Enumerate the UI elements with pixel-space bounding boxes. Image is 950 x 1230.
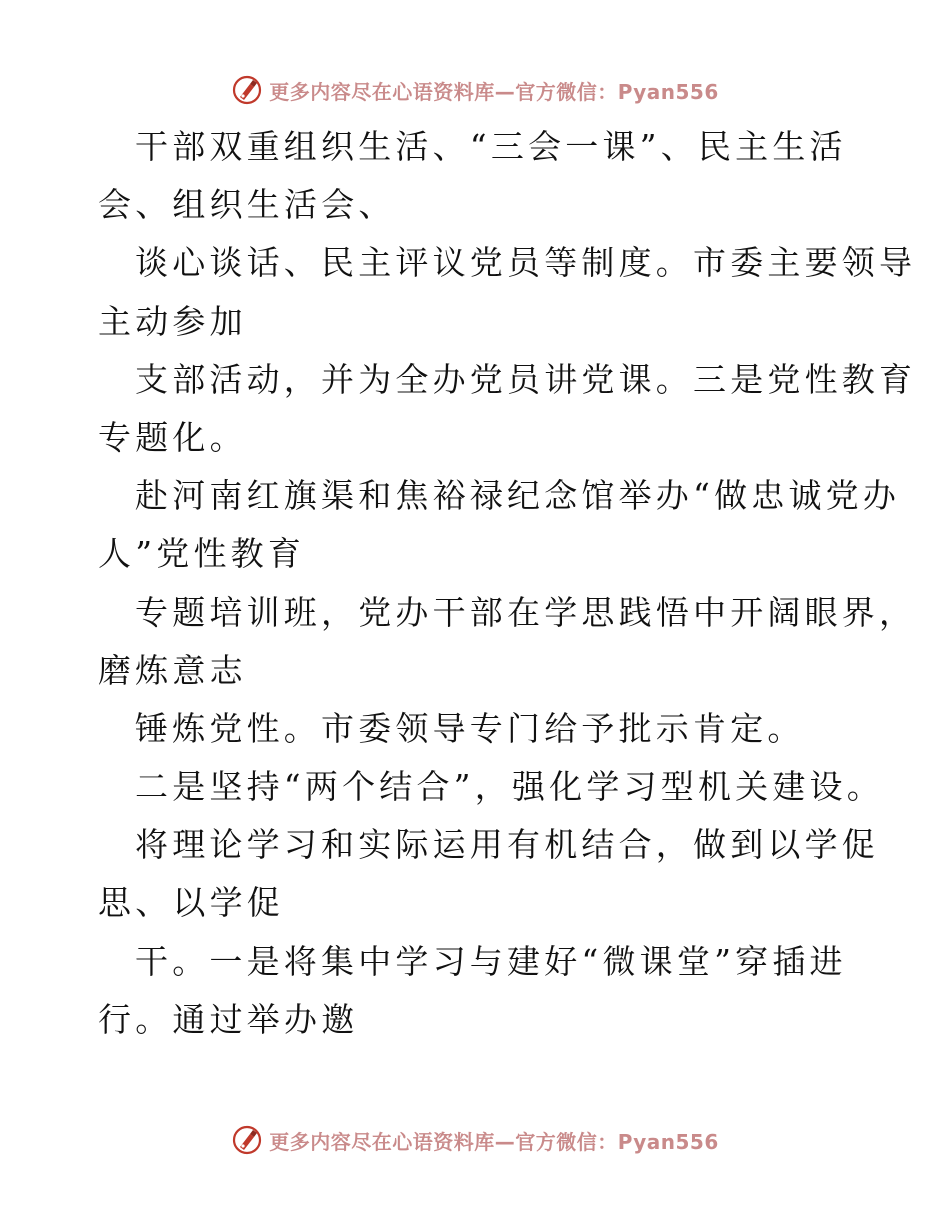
pen-nib-logo-icon: [231, 74, 263, 106]
body-line: 主动参加: [98, 301, 247, 341]
body-line: 支部活动，并为全办党员讲党课。三是党性教育: [135, 359, 917, 399]
body-line: 人”党性教育: [98, 534, 306, 574]
header-banner: [0, 70, 950, 110]
body-line: 赴河南红旗渠和焦裕禄纪念馆举办“做忠诚党办: [135, 476, 901, 516]
body-line: 将理论学习和实际运用有机结合，做到以学促: [135, 825, 879, 865]
body-line: 锤炼党性。市委领导专门给予批示肯定。: [135, 708, 805, 748]
body-line: 谈心谈话、民主评议党员等制度。市委主要领导: [135, 243, 917, 283]
document-body: [98, 118, 917, 1049]
body-line: 思、以学促: [98, 883, 284, 923]
body-line: 磨炼意志: [98, 650, 247, 690]
body-line: 干。一是将集中学习与建好“微课堂”穿插进: [135, 941, 847, 981]
header-banner-text: 更多内容尽在心语资料库—官方微信：Pyan556: [269, 79, 719, 104]
body-line: 专题化。: [98, 417, 247, 457]
body-line: 行。通过举办邀: [98, 999, 359, 1039]
body-line: 会、组织生活会、: [98, 185, 396, 225]
pen-nib-logo-icon: [231, 1124, 263, 1156]
body-line: 二是坚持“两个结合”，强化学习型机关建设。: [135, 767, 884, 807]
footer-banner: [0, 1120, 950, 1160]
footer-banner-text: 更多内容尽在心语资料库—官方微信：Pyan556: [269, 1129, 719, 1154]
body-line: 专题培训班，党办干部在学思践悟中开阔眼界，: [135, 592, 917, 632]
body-line: 干部双重组织生活、“三会一课”、民主生活: [135, 127, 847, 166]
